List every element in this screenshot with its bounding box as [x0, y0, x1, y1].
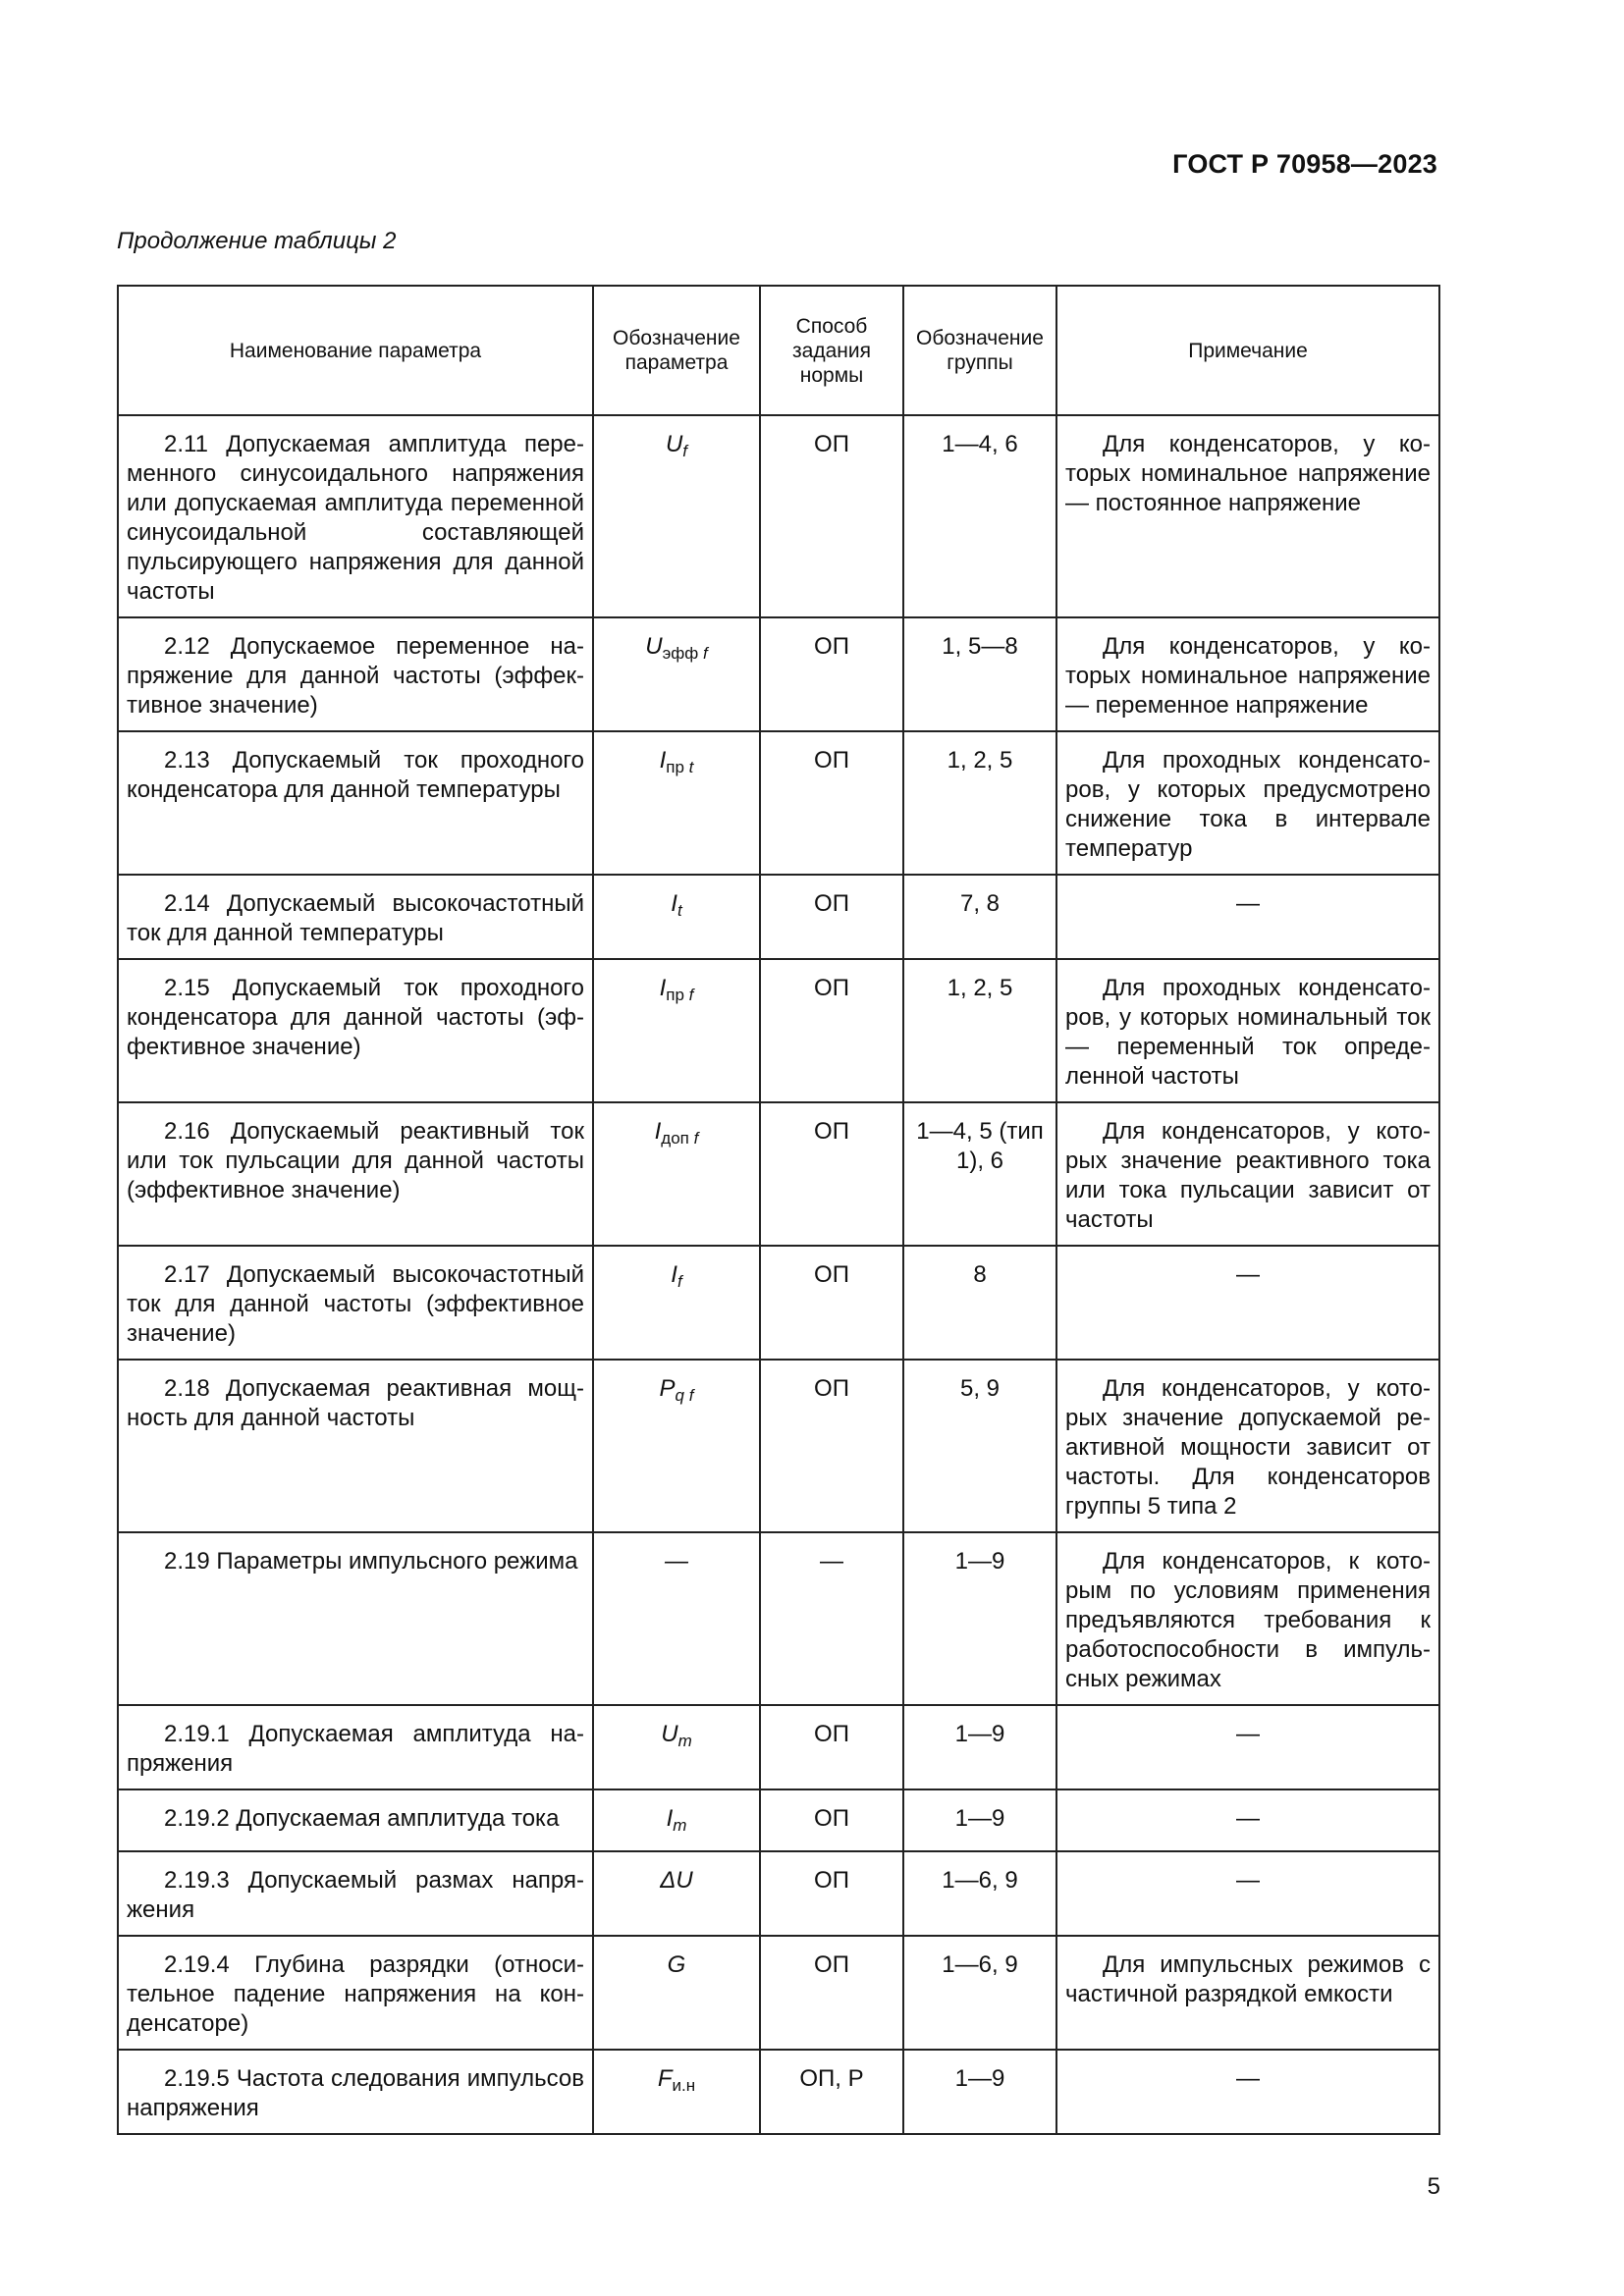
note: — [1056, 875, 1439, 959]
parameter-name: 2.11 Допускаемая амплитуда переменного синусоидального напряжения или допускаемая амплитуда переменной синусоидальной составляющей пульсирующего напряжения для данной частоты [118, 415, 593, 617]
symbol-subscript [673, 2076, 696, 2095]
table-row [118, 617, 1439, 731]
note: — [1056, 1705, 1439, 1789]
norm-method: ОП [760, 1705, 903, 1789]
table-row [118, 1246, 1439, 1360]
symbol-subscript [666, 986, 693, 1004]
table-row [118, 875, 1439, 959]
table-row [118, 1102, 1439, 1246]
group-designation: 1—4, 6 [903, 415, 1056, 617]
page-number: 5 [1427, 2173, 1440, 2200]
group-designation: 1—4, 5 (тип 1), 6 [903, 1102, 1056, 1246]
norm-method: ОП [760, 875, 903, 959]
symbol-main: — [665, 1548, 688, 1575]
symbol-subscript-upright: пр [666, 986, 684, 1004]
note: — [1056, 1851, 1439, 1936]
norm-method: ОП, Р [760, 2050, 903, 2134]
symbol-main: ΔU [660, 1867, 693, 1894]
group-designation: 1—9 [903, 1532, 1056, 1705]
parameter-symbol [593, 959, 760, 1102]
norm-method: ОП [760, 617, 903, 731]
parameter-symbol [593, 1360, 760, 1532]
table-body [118, 415, 1439, 2134]
group-designation: 1, 2, 5 [903, 731, 1056, 875]
note: Для импульсных режимов с частичной разрядкой емкости [1056, 1936, 1439, 2050]
group-designation: 1—9 [903, 1789, 1056, 1851]
parameter-symbol [593, 1851, 760, 1936]
group-designation: 1—9 [903, 1705, 1056, 1789]
parameters-table [117, 285, 1440, 2135]
group-designation: 1, 5—8 [903, 617, 1056, 731]
parameter-name: 2.19.1 Допускаемая амплитуда напряжения [118, 1705, 593, 1789]
norm-method: ОП [760, 1360, 903, 1532]
symbol-main: I [659, 747, 667, 774]
column-header-note: Примечание [1056, 286, 1439, 415]
symbol-subscript-italic: f [688, 986, 694, 1004]
note: — [1056, 2050, 1439, 2134]
standard-designation: ГОСТ Р 70958—2023 [1172, 149, 1437, 179]
group-designation: 1—6, 9 [903, 1851, 1056, 1936]
symbol-subscript-italic: t [688, 758, 694, 776]
symbol-main: I [671, 890, 677, 917]
parameter-name: 2.19.2 Допускаемая амплитуда тока [118, 1789, 593, 1851]
symbol-subscript [682, 442, 687, 460]
symbol-main: F [657, 2065, 673, 2092]
note: — [1056, 1246, 1439, 1360]
parameter-symbol [593, 1936, 760, 2050]
note: Для конденсаторов, у которых номинальное напряжение — переменное напряжение [1056, 617, 1439, 731]
norm-method: ОП [760, 1851, 903, 1936]
symbol-main: I [654, 1118, 662, 1145]
table-row [118, 1532, 1439, 1705]
group-designation: 1—9 [903, 2050, 1056, 2134]
parameter-name: 2.14 Допускаемый высокочастотный ток для данной температуры [118, 875, 593, 959]
parameter-symbol [593, 1789, 760, 1851]
note: Для конденсаторов, у которых значение реактивного тока или тока пульсации зависит от частоты [1056, 1102, 1439, 1246]
symbol-subscript [676, 1386, 694, 1405]
note: Для конденсаторов, у которых значение допускаемой реактивной мощности зависит от частоты. Для конденсаторов группы 5 типа 2 [1056, 1360, 1439, 1532]
parameter-symbol [593, 415, 760, 617]
parameter-name: 2.19.4 Глубина разрядки (относительное падение напряжения на конденсаторе) [118, 1936, 593, 2050]
symbol-subscript-upright: пр [666, 758, 684, 776]
table-header-row [118, 286, 1439, 415]
norm-method: ОП [760, 959, 903, 1102]
note: — [1056, 1789, 1439, 1851]
table-row [118, 1360, 1439, 1532]
norm-method: ОП [760, 415, 903, 617]
symbol-subscript-upright: доп [661, 1129, 689, 1148]
symbol-main: U [665, 431, 683, 457]
symbol-subscript-upright: эфф [662, 644, 699, 663]
parameter-symbol [593, 1532, 760, 1705]
parameter-name: 2.16 Допускаемый реактивный ток или ток пульсации для данной частоты (эффективное значение) [118, 1102, 593, 1246]
note: Для конденсаторов, у которых номинальное напряжение — постоянное напряжение [1056, 415, 1439, 617]
table-row [118, 1851, 1439, 1936]
parameter-name: 2.17 Допускаемый высокочастотный ток для данной частоты (эффективное значение) [118, 1246, 593, 1360]
symbol-main: I [666, 1805, 674, 1832]
symbol-main: I [659, 975, 667, 1001]
symbol-subscript [663, 644, 708, 663]
parameter-name: 2.15 Допускаемый ток проходного конденсатора для данной частоты (эффективное значение) [118, 959, 593, 1102]
symbol-main: U [661, 1721, 678, 1747]
symbol-subscript-italic: t [677, 901, 682, 920]
parameter-symbol [593, 1705, 760, 1789]
parameter-name: 2.19 Параметры импульсного режима [118, 1532, 593, 1705]
norm-method: ОП [760, 1102, 903, 1246]
parameter-name: 2.19.3 Допускаемый размах напряжения [118, 1851, 593, 1936]
table-row [118, 1789, 1439, 1851]
column-header-name: Наименование параметра [118, 286, 593, 415]
table-row [118, 1705, 1439, 1789]
symbol-main: I [671, 1261, 677, 1288]
symbol-subscript-italic: q f [675, 1386, 694, 1405]
note: Для проходных конденсаторов, у которых предусмотрено снижение тока в интервале температур [1056, 731, 1439, 875]
table-row [118, 1936, 1439, 2050]
symbol-main: U [645, 633, 663, 660]
norm-method: ОП [760, 1789, 903, 1851]
parameter-symbol [593, 731, 760, 875]
parameter-name: 2.18 Допускаемая реактивная мощность для данной частоты [118, 1360, 593, 1532]
symbol-subscript [666, 758, 693, 776]
norm-method: — [760, 1532, 903, 1705]
group-designation: 8 [903, 1246, 1056, 1360]
table-row [118, 731, 1439, 875]
table-row [118, 415, 1439, 617]
column-header-method: Способ задания нормы [760, 286, 903, 415]
symbol-subscript-italic: m [673, 1816, 687, 1835]
norm-method: ОП [760, 731, 903, 875]
column-header-symbol: Обозначение параметра [593, 286, 760, 415]
symbol-subscript [661, 1129, 698, 1148]
column-header-group: Обозначение группы [903, 286, 1056, 415]
parameter-name: 2.13 Допускаемый ток проходного конденсатора для данной температуры [118, 731, 593, 875]
parameter-symbol [593, 1246, 760, 1360]
norm-method: ОП [760, 1246, 903, 1360]
parameter-symbol [593, 617, 760, 731]
parameter-name: 2.19.5 Частота следования импульсов напряжения [118, 2050, 593, 2134]
symbol-subscript [677, 901, 682, 920]
table-row [118, 2050, 1439, 2134]
symbol-subscript [677, 1272, 682, 1291]
symbol-subscript [678, 1732, 692, 1750]
symbol-subscript-italic: m [677, 1732, 692, 1750]
symbol-subscript-italic: f [677, 1272, 682, 1291]
symbol-subscript [673, 1816, 686, 1835]
parameter-symbol [593, 2050, 760, 2134]
group-designation: 1, 2, 5 [903, 959, 1056, 1102]
group-designation: 1—6, 9 [903, 1936, 1056, 2050]
symbol-main: G [667, 1951, 686, 1978]
symbol-subscript-italic: f [693, 1129, 699, 1148]
norm-method: ОП [760, 1936, 903, 2050]
symbol-main: P [659, 1375, 676, 1402]
note: Для конденсаторов, к которым по условиям применения предъявляются требования к работоспособности в импульсных режимах [1056, 1532, 1439, 1705]
group-designation: 7, 8 [903, 875, 1056, 959]
parameter-symbol [593, 1102, 760, 1246]
note: Для проходных конденсаторов, у которых номинальный ток — переменный ток определенной частоты [1056, 959, 1439, 1102]
parameter-name: 2.12 Допускаемое переменное напряжение для данной частоты (эффективное значение) [118, 617, 593, 731]
symbol-subscript-italic: f [703, 644, 708, 663]
table-row [118, 959, 1439, 1102]
parameter-symbol [593, 875, 760, 959]
symbol-subscript-italic: f [682, 442, 688, 460]
table-caption: Продолжение таблицы 2 [117, 228, 397, 254]
group-designation: 5, 9 [903, 1360, 1056, 1532]
symbol-subscript-upright: и.н [672, 2076, 696, 2095]
